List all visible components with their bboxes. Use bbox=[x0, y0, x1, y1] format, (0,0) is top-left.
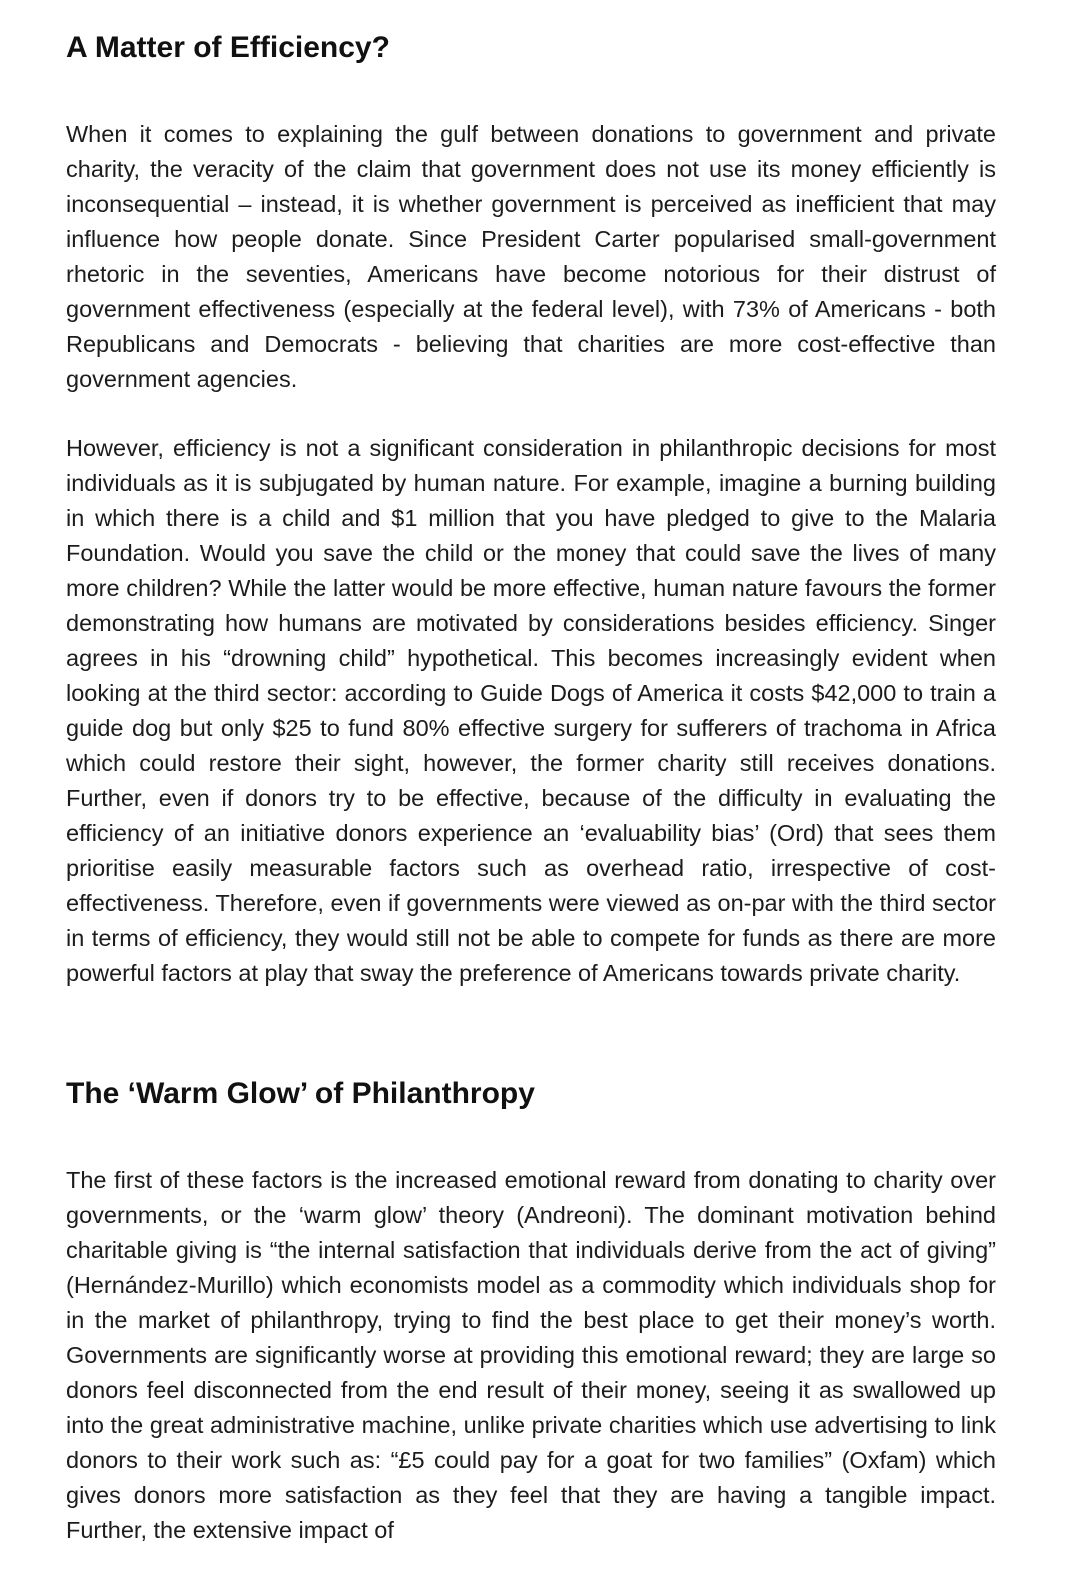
section-heading: A Matter of Efficiency? bbox=[66, 31, 390, 64]
section-heading: The ‘Warm Glow’ of Philanthropy bbox=[66, 1077, 535, 1110]
body-paragraph: When it comes to explaining the gulf between donations to government and private charity, the veracity of the claim that government does not use its money efficiently is inconsequential – instead, it is whether government is perceived as inefficient that may influence how people donate. Since President Carter popularised small-government rhetoric in the seventies, Americans have become notorious for their distrust of government effectiveness (especially at the federal level), with 73% of Americans - both Republicans and Democrats - believing that charities are more cost-effective than government agencies. bbox=[66, 121, 996, 392]
body-paragraph: However, efficiency is not a significant consideration in philanthropic decisions for most individuals as it is subjugated by human nature. For example, imagine a burning building in which there is a child and $1 million that you have pledged to give to the Malaria Foundation. Would you save the child or the money that could save the lives of many more children? While the latter would be more effective, human nature favours the former demonstrating how humans are motivated by considerations besides efficiency. Singer agrees in his “drowning child” hypothetical. This becomes increasingly evident when looking at the third sector: according to Guide Dogs of America it costs $42,000 to train a guide dog but only $25 to fund 80% effective surgery for sufferers of trachoma in Africa which could restore their sight, however, the former charity still receives donations. Further, even if donors try to be effective, because of the difficulty in evaluating the efficiency of an initiative donors experience an ‘evaluability bias’ (Ord) that sees them prioritise easily measurable factors such as overhead ratio, irrespective of cost-effectiveness. Therefore, even if governments were viewed as on-par with the third sector in terms of efficiency, they would still not be able to compete for funds as there are more powerful factors at play that sway the preference of Americans towards private charity. bbox=[66, 435, 996, 986]
body-paragraph: The first of these factors is the increased emotional reward from donating to charity over governments, or the ‘warm glow’ theory (Andreoni). The dominant motivation behind charitable giving is “the internal satisfaction that individuals derive from the act of giving” (Hernández-Murillo) which economists model as a commodity which individuals shop for in the market of philanthropy, trying to find the best place to get their money’s worth. Governments are significantly worse at providing this emotional reward; they are large so donors feel disconnected from the end result of their money, seeing it as swallowed up into the great administrative machine, unlike private charities which use advertising to link donors to their work such as: “£5 could pay for a goat for two families” (Oxfam) which gives donors more satisfaction as they feel that they are having a tangible impact. Further, the extensive impact of bbox=[66, 1167, 996, 1543]
